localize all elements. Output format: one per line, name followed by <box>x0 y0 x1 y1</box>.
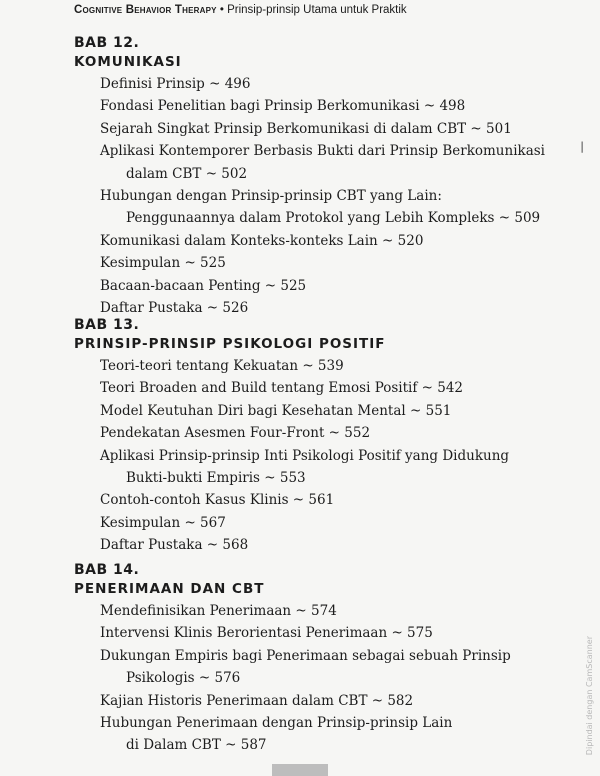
chapter-title: PENERIMAAN DAN CBT <box>74 581 265 597</box>
toc-entry: Komunikasi dalam Konteks-konteks Lain ~ 520 <box>100 232 424 249</box>
toc-entry: Kesimpulan ~ 567 <box>100 514 226 531</box>
toc-entry: Contoh-contoh Kasus Klinis ~ 561 <box>100 492 335 509</box>
toc-entry-continuation: di Dalam CBT ~ 587 <box>126 737 267 754</box>
chapter-title: PRINSIP-PRINSIP PSIKOLOGI POSITIF <box>74 336 386 352</box>
toc-entry: Teori-teori tentang Kekuatan ~ 539 <box>100 358 344 374</box>
chapter-14 <box>74 561 544 757</box>
toc-entry: Model Keutuhan Diri bagi Kesehatan Mental ~ 551 <box>100 402 452 419</box>
toc-entry: Intervensi Klinis Berorientasi Penerimaan ~ 575 <box>100 625 433 642</box>
book-title: Cognitive Behavior Therapy <box>74 4 217 16</box>
toc-entry-text: Hubungan dengan Prinsip-prinsip CBT yang Lain: <box>100 188 442 205</box>
book-subtitle: Prinsip-prinsip Utama untuk Praktik <box>227 4 407 16</box>
toc-entry: Fondasi Penelitian bagi Prinsip Berkomunikasi ~ 498 <box>100 98 466 115</box>
chapter-12 <box>74 34 544 319</box>
header-separator: • <box>219 4 224 16</box>
toc-entry: Sejarah Singkat Prinsip Berkomunikasi di dalam CBT ~ 501 <box>100 120 512 137</box>
toc-entry-text: Hubungan Penerimaan dengan Prinsip-prinsip Lain <box>100 715 453 732</box>
toc-entry: Pendekatan Asesmen Four-Front ~ 552 <box>100 425 371 442</box>
chapter-13 <box>74 316 544 557</box>
chapter-number: BAB 14. <box>74 562 140 578</box>
toc-entry: Teori Broaden and Build tentang Emosi Positif ~ 542 <box>100 380 464 397</box>
toc-entry <box>100 140 544 185</box>
toc-entry: Kesimpulan ~ 525 <box>100 255 226 272</box>
toc-entry-text: Dukungan Empiris bagi Penerimaan sebagai sebuah Prinsip <box>100 647 511 664</box>
toc-entry-continuation: Psikologis ~ 576 <box>126 670 241 687</box>
toc-entry-text: Aplikasi Prinsip-prinsip Inti Psikologi Positif yang Didukung <box>100 447 510 464</box>
scanner-watermark: Dipindai dengan CamScanner <box>585 635 594 755</box>
toc-entry <box>100 645 544 690</box>
toc-entry-continuation: Penggunaannya dalam Protokol yang Lebih Kompleks ~ 509 <box>126 210 541 227</box>
toc-entry-continuation: Bukti-bukti Empiris ~ 553 <box>126 470 306 487</box>
toc-entry: Kajian Historis Penerimaan dalam CBT ~ 582 <box>100 692 414 709</box>
running-header <box>74 4 407 16</box>
chapter-number: BAB 13. <box>74 317 140 333</box>
toc-entry-text: Aplikasi Kontemporer Berbasis Bukti dari Prinsip Berkomunikasi <box>100 143 545 160</box>
toc-entry: Bacaan-bacaan Penting ~ 525 <box>100 277 307 294</box>
toc-entry: Daftar Pustaka ~ 526 <box>100 300 249 317</box>
margin-mark: | <box>580 140 584 153</box>
toc-entry <box>100 445 544 490</box>
toc-entry <box>100 712 544 757</box>
toc-entry: Mendefinisikan Penerimaan ~ 574 <box>100 603 337 619</box>
toc-entry-continuation: dalam CBT ~ 502 <box>126 165 248 182</box>
chapter-number: BAB 12. <box>74 35 140 51</box>
toc-entry: Daftar Pustaka ~ 568 <box>100 537 249 554</box>
chapter-title: KOMUNIKASI <box>74 54 182 70</box>
toc-entry <box>100 185 544 230</box>
toc-entry: Definisi Prinsip ~ 496 <box>100 76 251 92</box>
page-number-tab <box>272 764 328 776</box>
